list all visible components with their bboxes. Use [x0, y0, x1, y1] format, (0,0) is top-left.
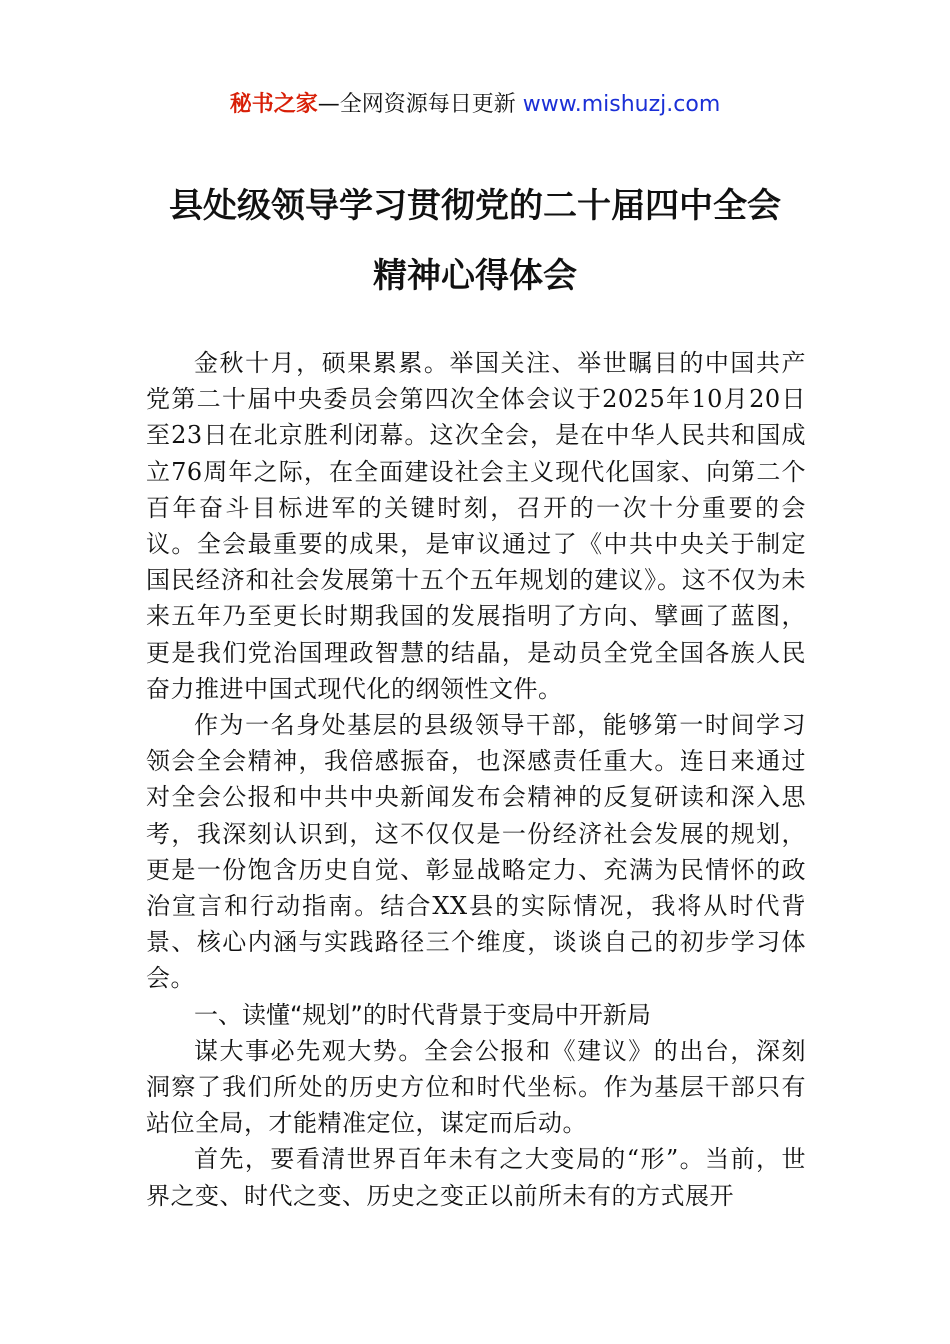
- document-title-line-2: 精神心得体会: [373, 256, 577, 296]
- header-slogan: 全网资源每日更新: [339, 92, 523, 117]
- document-body: [146, 345, 806, 1214]
- paragraph-intro: 金秋十月，硕果累累。举国关注、举世瞩目的中国共产党第二十届中央委员会第四次全体会议于2025年10月20日至23日在北京胜利闭幕。这次全会，是在中华人民共和国成立76周年之际，在全面建设社会主义现代化国家、向第二个百年奋斗目标进军的关键时刻，召开的一次十分重要的会议。全会最重要的成果，是审议通过了《中共中央关于制定国民经济和社会发展第十五个五年规划的建议》。这不仅为未来五年乃至更长时期我国的发展指明了方向、擘画了蓝图，更是我们党治国理政智慧的结晶，是动员全党全国各族人民奋力推进中国式现代化的纲领性文件。: [146, 349, 806, 703]
- paragraph-reflection: 作为一名身处基层的县级领导干部，能够第一时间学习领会全会精神，我倍感振奋，也深感责任重大。连日来通过对全会公报和中共中央新闻发布会精神的反复研读和深入思考，我深刻认识到，这不仅仅是一份经济社会发展的规划，更是一份饱含历史自觉、彰显战略定力、充满为民情怀的政治宣言和行动指南。结合XX县的实际情况，我将从时代背景、核心内涵与实践路径三个维度，谈谈自己的初步学习体会。: [146, 711, 806, 993]
- header-dash: —: [317, 92, 340, 117]
- website-link[interactable]: www.mishuzj.com: [522, 92, 721, 117]
- section-heading-1: 一、读懂“规划”的时代背景于变局中开新局: [194, 1000, 651, 1029]
- paragraph-section1-1: 谋大事必先观大势。全会公报和《建议》的出台，深刻洞察了我们所处的历史方位和时代坐标。作为基层干部只有站位全局，才能精准定位，谋定而后动。: [146, 1036, 806, 1138]
- brand-name: 秘书之家: [229, 92, 318, 117]
- document-title-line-1: 县处级领导学习贯彻党的二十届四中全会: [169, 186, 781, 226]
- paragraph-section1-2: 首先，要看清世界百年未有之大变局的“形”。当前，世界之变、时代之变、历史之变正以前所未有的方式展开: [146, 1145, 806, 1210]
- page-header: [0, 88, 950, 122]
